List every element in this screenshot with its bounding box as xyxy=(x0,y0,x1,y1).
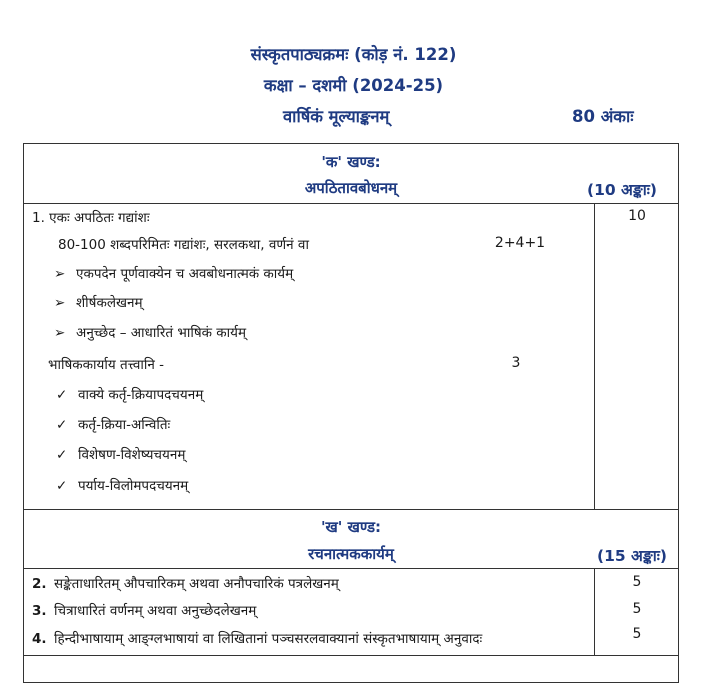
question-number: 2. xyxy=(32,576,47,592)
arrow-item xyxy=(54,264,293,282)
checkmark-icon: ✓ xyxy=(56,478,68,494)
question-text: हिन्दीभाषायाम् आङ्ग्लभाषायां वा लिखितानां पञ्चसरलवाक्यानां संस्कृतभाषायाम् अनुवादः xyxy=(54,631,483,647)
section-a-marks: (10 अङ्काः) xyxy=(587,181,657,199)
arrow-item xyxy=(54,293,143,311)
passage-description: 80-100 शब्दपरिमितः गद्यांशः, सरलकथा, वर्णनं वा xyxy=(58,237,309,253)
question-marks: 5 xyxy=(632,626,642,642)
check-item xyxy=(56,476,188,494)
class-year: कक्षा – दशमी (2024-25) xyxy=(263,76,444,95)
row-divider xyxy=(24,509,678,510)
checkmark-icon: ✓ xyxy=(56,447,68,463)
row-divider xyxy=(24,568,678,569)
arrow-icon: ➢ xyxy=(54,266,66,282)
check-item-text: पर्याय-विलोमपदचयनम् xyxy=(78,478,189,494)
total-marks: 80 अंकाः xyxy=(572,107,634,126)
checkmark-icon: ✓ xyxy=(56,417,68,433)
question-number: 3. xyxy=(32,603,47,619)
column-divider xyxy=(594,568,595,655)
column-divider xyxy=(594,203,595,509)
section-b-marks: (15 अङ्काः) xyxy=(597,547,667,565)
language-tasks-marks: 3 xyxy=(511,355,521,371)
question-number: 4. xyxy=(32,631,47,647)
question-row xyxy=(32,629,482,647)
row-divider xyxy=(24,203,678,204)
question-marks: 5 xyxy=(632,574,642,590)
check-item xyxy=(56,385,203,403)
question-text: चित्राधारितं वर्णनम् अथवा अनुच्छेदलेखनम् xyxy=(54,603,257,619)
question-row xyxy=(32,601,256,619)
section-b-name: रचनात्मककार्यम् xyxy=(308,545,394,563)
annual-assessment: वार्षिकं मूल्याङ्कनम् xyxy=(283,107,390,126)
passage-marks: 2+4+1 xyxy=(494,235,546,251)
section-a-label: 'क' खण्ड: xyxy=(321,153,381,171)
row-divider xyxy=(24,655,678,656)
arrow-item-text: अनुच्छेद – आधारितं भाषिकं कार्यम् xyxy=(76,325,247,341)
arrow-icon: ➢ xyxy=(54,295,66,311)
check-item xyxy=(56,415,170,433)
arrow-item-text: शीर्षकलेखनम् xyxy=(76,295,143,311)
check-item-text: कर्तृ-क्रिया-अन्वितिः xyxy=(78,417,171,433)
arrow-icon: ➢ xyxy=(54,325,66,341)
syllabus-table xyxy=(23,143,679,683)
arrow-item-text: एकपदेन पूर्णवाक्येन च अवबोधनात्मकं कार्यम् xyxy=(76,266,294,282)
checkmark-icon: ✓ xyxy=(56,387,68,403)
section-a-name: अपठितावबोधनम् xyxy=(304,179,398,197)
question-1-title: 1. एकः अपठितः गद्यांशः xyxy=(32,210,150,226)
question-text: सङ्केताधारितम् औपचारिकम् अथवा अनौपचारिकं पत्रलेखनम् xyxy=(54,576,339,592)
section-b-label: 'ख' खण्ड: xyxy=(320,518,382,536)
question-row xyxy=(32,574,339,592)
check-item-text: विशेषण-विशेष्यचयनम् xyxy=(78,447,186,463)
check-item-text: वाक्ये कर्तृ-क्रियापदचयनम् xyxy=(78,387,204,403)
syllabus-title: संस्कृतपाठ्यक्रमः (कोड़ नं. 122) xyxy=(250,45,457,64)
question-marks: 5 xyxy=(632,601,642,617)
arrow-item xyxy=(54,323,246,341)
question-1-marks: 10 xyxy=(628,208,646,224)
check-item xyxy=(56,445,185,463)
language-tasks: भाषिककार्याय तत्त्वानि - xyxy=(48,357,165,373)
